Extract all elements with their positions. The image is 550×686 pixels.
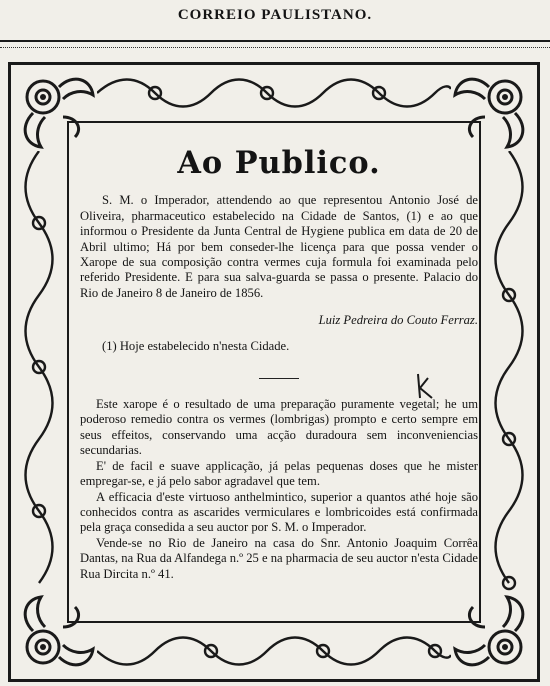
signature: Luiz Pedreira do Couto Ferraz. (318, 313, 478, 328)
masthead-rule (0, 40, 550, 48)
decree-paragraph: S. M. o Imperador, attendendo ao que representou Antonio José de Oliveira, pharmaceutico estabelecido na Cidade de Santos, (1) e ao que informou o Presidente da Junta Central de Hygiene publica em data de 20 de Abril ultimo; Há por bem conseder-lhe licença para que possa vender o Xarope de sua composição contra vermes cuja formula foi examinada pelo referido Presidente. E para sua salva-guarda se passa o presente. Palacio do Rio de Janeiro 8 de Janeiro de 1856. (80, 193, 478, 300)
footnote: (1) Hoje estabelecido n'nesta Cidade. (102, 338, 290, 353)
body-paragraph: Vende-se no Rio de Janeiro na casa do Snr. Antonio Joaquim Corrêa Dantas, na Rua da Alfandega n.º 25 e na pharmacia de seu auctor n'esta Cidade Rua Dircita n.º 41. (80, 535, 478, 581)
section-divider (259, 378, 299, 379)
bottom-scroll-ornament-icon (97, 629, 451, 673)
notice-title: Ao Publico. (177, 145, 381, 181)
body-paragraph: Este xarope é o resultado de uma preparação puramente vegetal; he um poderoso remedio contra os vermes (lombrigas) prompto e certo sempre em seus effeitos, conservando uma acção duradoura sem inconveniencias secundarias. (80, 397, 478, 458)
handwritten-mark-icon (414, 372, 436, 400)
left-scroll-ornament-icon (17, 151, 61, 593)
newspaper-title: CORREIO PAULISTANO. (177, 7, 373, 23)
advertisement-body (80, 397, 478, 582)
top-scroll-ornament-icon (97, 71, 451, 115)
body-paragraph: A efficacia d'este virtuoso anthelmintico, superior a quantos athé hoje são conhecidos contra as ascarides vermiculares e lombricoides está confirmada pela graça consedida a seu auctor por S. M. o Imperador. (80, 489, 478, 535)
corner-ornament-top-left-icon (13, 67, 99, 153)
corner-ornament-bottom-left-icon (13, 591, 99, 677)
body-paragraph: E' de facil e suave applicação, já pelas pequenas doses que he mister empregar-se, e já pelo sabor agradavel que tem. (80, 458, 478, 489)
masthead (0, 0, 550, 30)
corner-ornament-bottom-right-icon (449, 591, 535, 677)
right-scroll-ornament-icon (487, 151, 531, 593)
corner-ornament-top-right-icon (449, 67, 535, 153)
